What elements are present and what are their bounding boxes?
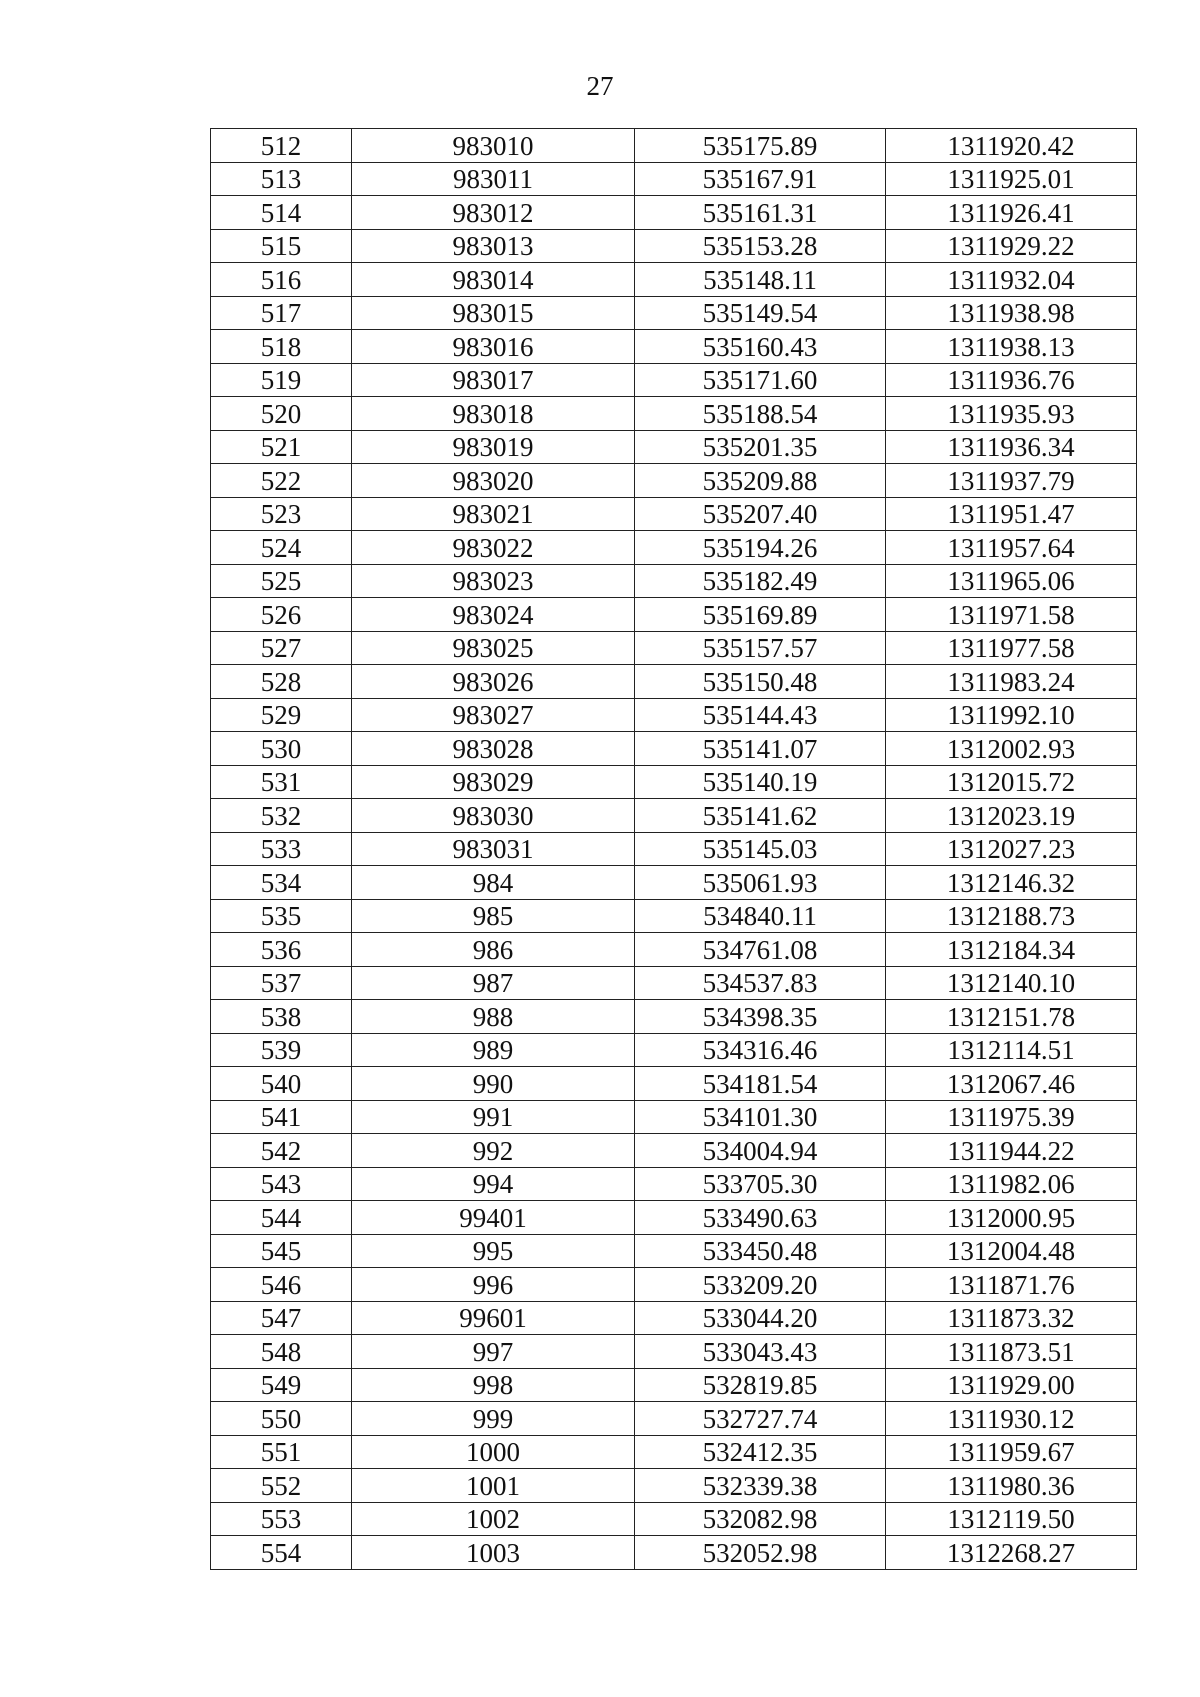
row-number-cell: 520 bbox=[211, 397, 352, 431]
row-number-cell: 540 bbox=[211, 1067, 352, 1101]
point-id-cell: 983011 bbox=[352, 162, 635, 196]
x-coordinate-cell: 532052.98 bbox=[635, 1536, 886, 1570]
y-coordinate-cell: 1311971.58 bbox=[886, 598, 1137, 632]
y-coordinate-cell: 1311983.24 bbox=[886, 665, 1137, 699]
table-row bbox=[211, 1067, 1137, 1101]
x-coordinate-cell: 535148.11 bbox=[635, 263, 886, 297]
x-coordinate-cell: 535161.31 bbox=[635, 196, 886, 230]
table-row bbox=[211, 1536, 1137, 1570]
row-number-cell: 535 bbox=[211, 899, 352, 933]
point-id-cell: 996 bbox=[352, 1268, 635, 1302]
row-number-cell: 526 bbox=[211, 598, 352, 632]
point-id-cell: 983012 bbox=[352, 196, 635, 230]
row-number-cell: 527 bbox=[211, 631, 352, 665]
x-coordinate-cell: 532339.38 bbox=[635, 1469, 886, 1503]
y-coordinate-cell: 1311920.42 bbox=[886, 129, 1137, 163]
table-row bbox=[211, 1469, 1137, 1503]
row-number-cell: 518 bbox=[211, 330, 352, 364]
row-number-cell: 516 bbox=[211, 263, 352, 297]
table-row bbox=[211, 330, 1137, 364]
table-row bbox=[211, 531, 1137, 565]
point-id-cell: 998 bbox=[352, 1368, 635, 1402]
x-coordinate-cell: 535194.26 bbox=[635, 531, 886, 565]
point-id-cell: 985 bbox=[352, 899, 635, 933]
point-id-cell: 983024 bbox=[352, 598, 635, 632]
x-coordinate-cell: 535141.07 bbox=[635, 732, 886, 766]
point-id-cell: 994 bbox=[352, 1167, 635, 1201]
y-coordinate-cell: 1311937.79 bbox=[886, 464, 1137, 498]
y-coordinate-cell: 1311977.58 bbox=[886, 631, 1137, 665]
row-number-cell: 539 bbox=[211, 1033, 352, 1067]
y-coordinate-cell: 1312004.48 bbox=[886, 1234, 1137, 1268]
y-coordinate-cell: 1311929.22 bbox=[886, 229, 1137, 263]
y-coordinate-cell: 1312184.34 bbox=[886, 933, 1137, 967]
y-coordinate-cell: 1311871.76 bbox=[886, 1268, 1137, 1302]
y-coordinate-cell: 1311992.10 bbox=[886, 698, 1137, 732]
row-number-cell: 525 bbox=[211, 564, 352, 598]
row-number-cell: 553 bbox=[211, 1502, 352, 1536]
x-coordinate-cell: 535160.43 bbox=[635, 330, 886, 364]
table-row bbox=[211, 1134, 1137, 1168]
y-coordinate-cell: 1311930.12 bbox=[886, 1402, 1137, 1436]
table-row bbox=[211, 464, 1137, 498]
x-coordinate-cell: 532727.74 bbox=[635, 1402, 886, 1436]
x-coordinate-cell: 535157.57 bbox=[635, 631, 886, 665]
y-coordinate-cell: 1312000.95 bbox=[886, 1201, 1137, 1235]
point-id-cell: 983031 bbox=[352, 832, 635, 866]
y-coordinate-cell: 1311944.22 bbox=[886, 1134, 1137, 1168]
row-number-cell: 548 bbox=[211, 1335, 352, 1369]
table-row bbox=[211, 263, 1137, 297]
x-coordinate-cell: 533705.30 bbox=[635, 1167, 886, 1201]
row-number-cell: 546 bbox=[211, 1268, 352, 1302]
row-number-cell: 547 bbox=[211, 1301, 352, 1335]
y-coordinate-cell: 1312268.27 bbox=[886, 1536, 1137, 1570]
point-id-cell: 983023 bbox=[352, 564, 635, 598]
y-coordinate-cell: 1312027.23 bbox=[886, 832, 1137, 866]
row-number-cell: 519 bbox=[211, 363, 352, 397]
row-number-cell: 512 bbox=[211, 129, 352, 163]
x-coordinate-cell: 535149.54 bbox=[635, 296, 886, 330]
x-coordinate-cell: 535169.89 bbox=[635, 598, 886, 632]
row-number-cell: 550 bbox=[211, 1402, 352, 1436]
table-row bbox=[211, 430, 1137, 464]
table-row bbox=[211, 1000, 1137, 1034]
y-coordinate-cell: 1311873.32 bbox=[886, 1301, 1137, 1335]
table-row bbox=[211, 1167, 1137, 1201]
x-coordinate-cell: 532412.35 bbox=[635, 1435, 886, 1469]
row-number-cell: 514 bbox=[211, 196, 352, 230]
x-coordinate-cell: 533450.48 bbox=[635, 1234, 886, 1268]
row-number-cell: 534 bbox=[211, 866, 352, 900]
point-id-cell: 983029 bbox=[352, 765, 635, 799]
point-id-cell: 99601 bbox=[352, 1301, 635, 1335]
y-coordinate-cell: 1311932.04 bbox=[886, 263, 1137, 297]
point-id-cell: 983020 bbox=[352, 464, 635, 498]
x-coordinate-cell: 533209.20 bbox=[635, 1268, 886, 1302]
table-row bbox=[211, 564, 1137, 598]
x-coordinate-cell: 535175.89 bbox=[635, 129, 886, 163]
row-number-cell: 537 bbox=[211, 966, 352, 1000]
x-coordinate-cell: 535167.91 bbox=[635, 162, 886, 196]
row-number-cell: 522 bbox=[211, 464, 352, 498]
x-coordinate-cell: 535144.43 bbox=[635, 698, 886, 732]
x-coordinate-cell: 535201.35 bbox=[635, 430, 886, 464]
point-id-cell: 991 bbox=[352, 1100, 635, 1134]
x-coordinate-cell: 534004.94 bbox=[635, 1134, 886, 1168]
point-id-cell: 983025 bbox=[352, 631, 635, 665]
coordinates-table-body bbox=[211, 129, 1137, 1570]
point-id-cell: 983017 bbox=[352, 363, 635, 397]
row-number-cell: 545 bbox=[211, 1234, 352, 1268]
table-row bbox=[211, 866, 1137, 900]
y-coordinate-cell: 1311926.41 bbox=[886, 196, 1137, 230]
table-row bbox=[211, 1335, 1137, 1369]
row-number-cell: 528 bbox=[211, 665, 352, 699]
table-row bbox=[211, 1435, 1137, 1469]
table-row bbox=[211, 296, 1137, 330]
y-coordinate-cell: 1311938.98 bbox=[886, 296, 1137, 330]
row-number-cell: 532 bbox=[211, 799, 352, 833]
y-coordinate-cell: 1311982.06 bbox=[886, 1167, 1137, 1201]
point-id-cell: 989 bbox=[352, 1033, 635, 1067]
x-coordinate-cell: 534761.08 bbox=[635, 933, 886, 967]
table-row bbox=[211, 698, 1137, 732]
row-number-cell: 543 bbox=[211, 1167, 352, 1201]
table-row bbox=[211, 1033, 1137, 1067]
table-row bbox=[211, 397, 1137, 431]
row-number-cell: 554 bbox=[211, 1536, 352, 1570]
x-coordinate-cell: 535209.88 bbox=[635, 464, 886, 498]
x-coordinate-cell: 535141.62 bbox=[635, 799, 886, 833]
x-coordinate-cell: 532819.85 bbox=[635, 1368, 886, 1402]
x-coordinate-cell: 534181.54 bbox=[635, 1067, 886, 1101]
point-id-cell: 999 bbox=[352, 1402, 635, 1436]
table-row bbox=[211, 363, 1137, 397]
row-number-cell: 524 bbox=[211, 531, 352, 565]
y-coordinate-cell: 1311936.34 bbox=[886, 430, 1137, 464]
point-id-cell: 983018 bbox=[352, 397, 635, 431]
row-number-cell: 542 bbox=[211, 1134, 352, 1168]
row-number-cell: 551 bbox=[211, 1435, 352, 1469]
table-row bbox=[211, 1502, 1137, 1536]
row-number-cell: 549 bbox=[211, 1368, 352, 1402]
row-number-cell: 523 bbox=[211, 497, 352, 531]
point-id-cell: 995 bbox=[352, 1234, 635, 1268]
point-id-cell: 988 bbox=[352, 1000, 635, 1034]
y-coordinate-cell: 1311938.13 bbox=[886, 330, 1137, 364]
point-id-cell: 983026 bbox=[352, 665, 635, 699]
x-coordinate-cell: 535171.60 bbox=[635, 363, 886, 397]
x-coordinate-cell: 535150.48 bbox=[635, 665, 886, 699]
row-number-cell: 544 bbox=[211, 1201, 352, 1235]
page-number: 27 bbox=[586, 71, 614, 101]
table-row bbox=[211, 799, 1137, 833]
row-number-cell: 552 bbox=[211, 1469, 352, 1503]
table-row bbox=[211, 1368, 1137, 1402]
table-row bbox=[211, 1402, 1137, 1436]
table-row bbox=[211, 832, 1137, 866]
point-id-cell: 992 bbox=[352, 1134, 635, 1168]
y-coordinate-cell: 1311980.36 bbox=[886, 1469, 1137, 1503]
point-id-cell: 984 bbox=[352, 866, 635, 900]
row-number-cell: 533 bbox=[211, 832, 352, 866]
y-coordinate-cell: 1311951.47 bbox=[886, 497, 1137, 531]
x-coordinate-cell: 535061.93 bbox=[635, 866, 886, 900]
point-id-cell: 983014 bbox=[352, 263, 635, 297]
y-coordinate-cell: 1311975.39 bbox=[886, 1100, 1137, 1134]
point-id-cell: 983013 bbox=[352, 229, 635, 263]
row-number-cell: 517 bbox=[211, 296, 352, 330]
row-number-cell: 541 bbox=[211, 1100, 352, 1134]
y-coordinate-cell: 1311959.67 bbox=[886, 1435, 1137, 1469]
x-coordinate-cell: 535140.19 bbox=[635, 765, 886, 799]
y-coordinate-cell: 1312015.72 bbox=[886, 765, 1137, 799]
y-coordinate-cell: 1312188.73 bbox=[886, 899, 1137, 933]
table-row bbox=[211, 196, 1137, 230]
table-row bbox=[211, 497, 1137, 531]
y-coordinate-cell: 1311965.06 bbox=[886, 564, 1137, 598]
x-coordinate-cell: 534398.35 bbox=[635, 1000, 886, 1034]
row-number-cell: 521 bbox=[211, 430, 352, 464]
y-coordinate-cell: 1311957.64 bbox=[886, 531, 1137, 565]
point-id-cell: 986 bbox=[352, 933, 635, 967]
point-id-cell: 987 bbox=[352, 966, 635, 1000]
point-id-cell: 983022 bbox=[352, 531, 635, 565]
table-row bbox=[211, 966, 1137, 1000]
row-number-cell: 529 bbox=[211, 698, 352, 732]
x-coordinate-cell: 535188.54 bbox=[635, 397, 886, 431]
y-coordinate-cell: 1312114.51 bbox=[886, 1033, 1137, 1067]
x-coordinate-cell: 533044.20 bbox=[635, 1301, 886, 1335]
y-coordinate-cell: 1311873.51 bbox=[886, 1335, 1137, 1369]
point-id-cell: 983027 bbox=[352, 698, 635, 732]
row-number-cell: 515 bbox=[211, 229, 352, 263]
y-coordinate-cell: 1312023.19 bbox=[886, 799, 1137, 833]
table-row bbox=[211, 631, 1137, 665]
point-id-cell: 983030 bbox=[352, 799, 635, 833]
table-row bbox=[211, 1268, 1137, 1302]
point-id-cell: 99401 bbox=[352, 1201, 635, 1235]
table-row bbox=[211, 1234, 1137, 1268]
y-coordinate-cell: 1312151.78 bbox=[886, 1000, 1137, 1034]
x-coordinate-cell: 534316.46 bbox=[635, 1033, 886, 1067]
x-coordinate-cell: 532082.98 bbox=[635, 1502, 886, 1536]
point-id-cell: 983019 bbox=[352, 430, 635, 464]
point-id-cell: 983010 bbox=[352, 129, 635, 163]
point-id-cell: 997 bbox=[352, 1335, 635, 1369]
table-row bbox=[211, 732, 1137, 766]
table-row bbox=[211, 598, 1137, 632]
x-coordinate-cell: 535145.03 bbox=[635, 832, 886, 866]
y-coordinate-cell: 1311925.01 bbox=[886, 162, 1137, 196]
table-row bbox=[211, 1201, 1137, 1235]
table-row bbox=[211, 1100, 1137, 1134]
x-coordinate-cell: 533043.43 bbox=[635, 1335, 886, 1369]
y-coordinate-cell: 1311935.93 bbox=[886, 397, 1137, 431]
row-number-cell: 530 bbox=[211, 732, 352, 766]
y-coordinate-cell: 1312067.46 bbox=[886, 1067, 1137, 1101]
y-coordinate-cell: 1312146.32 bbox=[886, 866, 1137, 900]
table-row bbox=[211, 1301, 1137, 1335]
point-id-cell: 1000 bbox=[352, 1435, 635, 1469]
table-row bbox=[211, 162, 1137, 196]
point-id-cell: 983021 bbox=[352, 497, 635, 531]
row-number-cell: 531 bbox=[211, 765, 352, 799]
x-coordinate-cell: 535153.28 bbox=[635, 229, 886, 263]
point-id-cell: 1001 bbox=[352, 1469, 635, 1503]
y-coordinate-cell: 1312119.50 bbox=[886, 1502, 1137, 1536]
y-coordinate-cell: 1311929.00 bbox=[886, 1368, 1137, 1402]
table-row bbox=[211, 229, 1137, 263]
table-row bbox=[211, 899, 1137, 933]
point-id-cell: 1002 bbox=[352, 1502, 635, 1536]
y-coordinate-cell: 1312002.93 bbox=[886, 732, 1137, 766]
y-coordinate-cell: 1311936.76 bbox=[886, 363, 1137, 397]
table-row bbox=[211, 765, 1137, 799]
x-coordinate-cell: 533490.63 bbox=[635, 1201, 886, 1235]
row-number-cell: 536 bbox=[211, 933, 352, 967]
table-row bbox=[211, 933, 1137, 967]
point-id-cell: 990 bbox=[352, 1067, 635, 1101]
row-number-cell: 538 bbox=[211, 1000, 352, 1034]
point-id-cell: 983015 bbox=[352, 296, 635, 330]
point-id-cell: 1003 bbox=[352, 1536, 635, 1570]
coordinates-table bbox=[210, 128, 1137, 1570]
table-row bbox=[211, 665, 1137, 699]
point-id-cell: 983028 bbox=[352, 732, 635, 766]
x-coordinate-cell: 534101.30 bbox=[635, 1100, 886, 1134]
point-id-cell: 983016 bbox=[352, 330, 635, 364]
x-coordinate-cell: 535182.49 bbox=[635, 564, 886, 598]
x-coordinate-cell: 534840.11 bbox=[635, 899, 886, 933]
y-coordinate-cell: 1312140.10 bbox=[886, 966, 1137, 1000]
row-number-cell: 513 bbox=[211, 162, 352, 196]
table-row bbox=[211, 129, 1137, 163]
x-coordinate-cell: 535207.40 bbox=[635, 497, 886, 531]
x-coordinate-cell: 534537.83 bbox=[635, 966, 886, 1000]
